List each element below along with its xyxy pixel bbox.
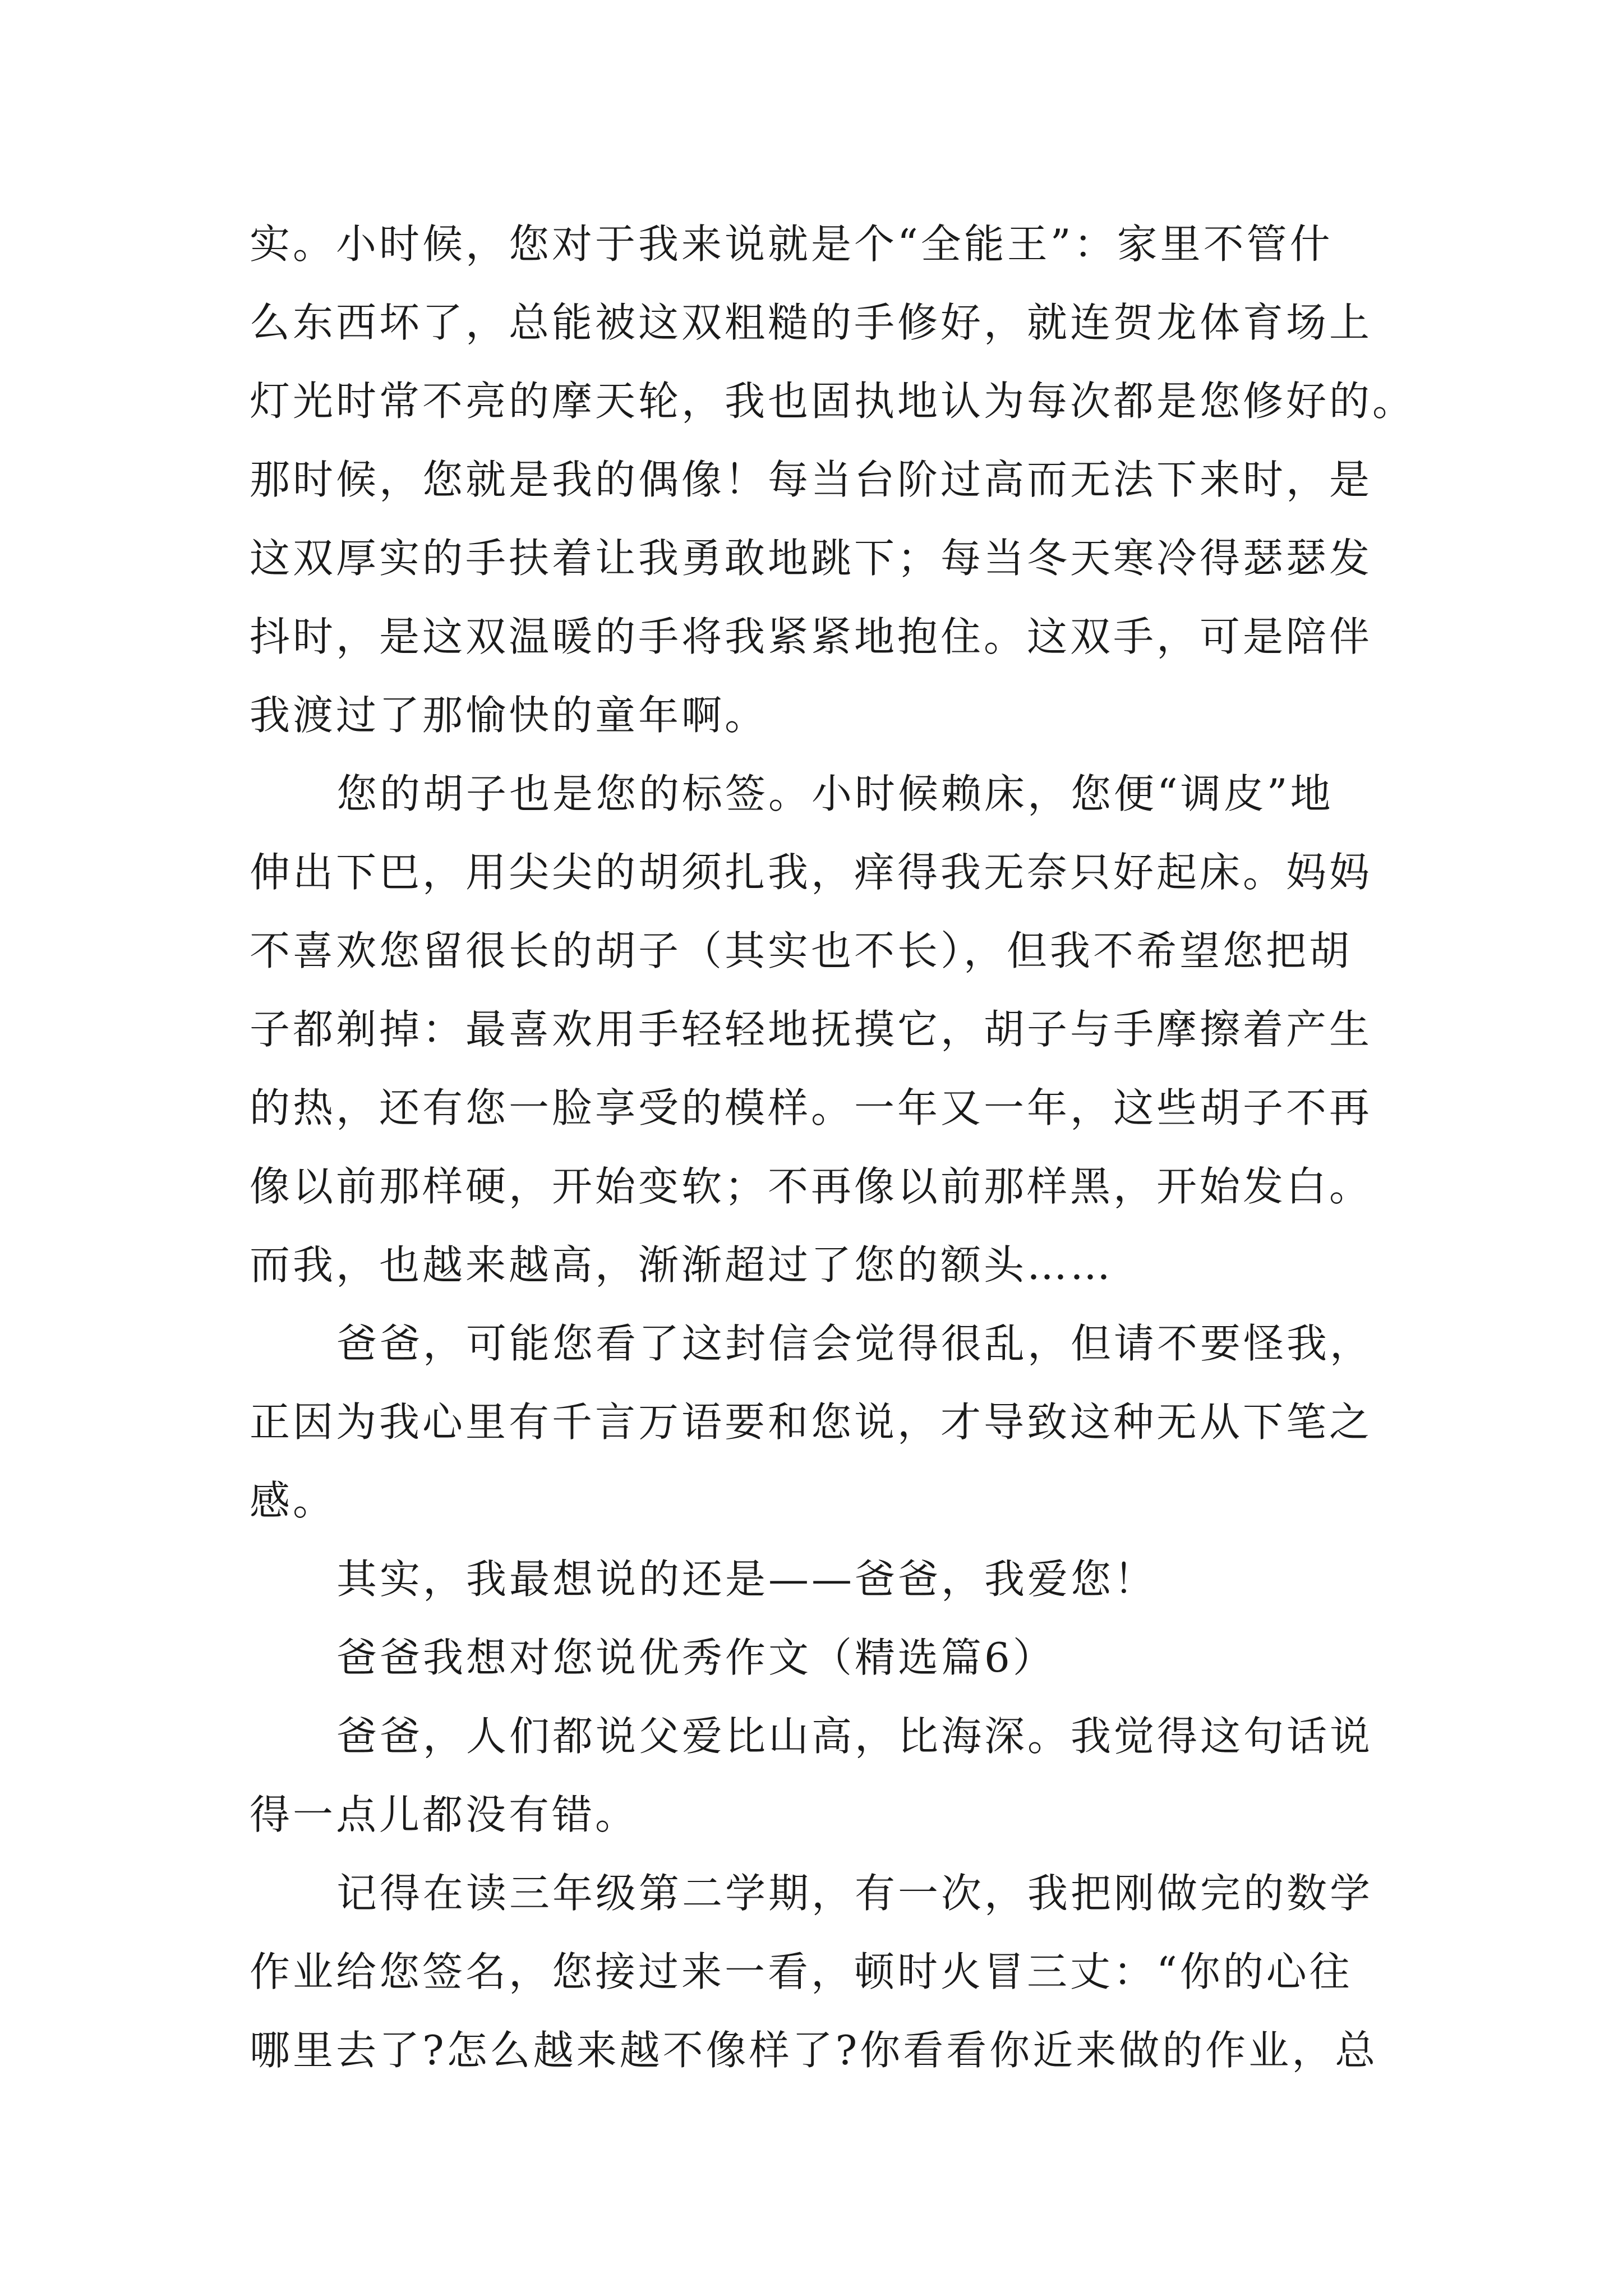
text-line: 而我，也越来越高，渐渐超过了您的额头…… xyxy=(250,1241,1114,1289)
text-line: 其实，我最想说的还是——爸爸，我爱您！ xyxy=(336,1556,1158,1603)
text-line: 爸爸，可能您看了这封信会觉得很乱，但请不要怪我， xyxy=(336,1320,1373,1367)
text-line: 抖时，是这双温暖的手将我紧紧地抱住。这双手，可是陪伴 xyxy=(250,613,1373,660)
text-line: 实。小时候，您对于我来说就是个“全能王”：家里不管什 xyxy=(250,220,1333,268)
text-line: 您的胡子也是您的标签。小时候赖床，您便“调皮”地 xyxy=(336,770,1334,817)
text-line: 哪里去了?怎么越来越不像样了?你看看你近来做的作业，总 xyxy=(250,2027,1378,2074)
text-line: 伸出下巴，用尖尖的胡须扎我，痒得我无奈只好起床。妈妈 xyxy=(250,849,1373,896)
text-line: 我渡过了那愉快的童年啊。 xyxy=(250,692,768,739)
text-line: 爸爸，人们都说父爱比山高，比海深。我觉得这句话说 xyxy=(336,1713,1373,1760)
text-line: 不喜欢您留很长的胡子（其实也不长），但我不希望您把胡 xyxy=(250,927,1353,974)
text-line: 感。 xyxy=(250,1477,336,1524)
text-line: 得一点儿都没有错。 xyxy=(250,1791,639,1838)
text-line: 子都剃掉：最喜欢用手轻轻地抚摸它，胡子与手摩擦着产生 xyxy=(250,1006,1373,1053)
section-heading: 爸爸我想对您说优秀作文（精选篇6） xyxy=(336,1634,1056,1681)
text-line: 的热，还有您一脸享受的模样。一年又一年，这些胡子不再 xyxy=(250,1084,1373,1131)
text-line: 正因为我心里有千言万语要和您说，才导致这种无从下笔之 xyxy=(250,1398,1373,1446)
text-line: 作业给您签名，您接过来一看，顿时火冒三丈：“你的心往 xyxy=(250,1948,1353,1995)
text-line: 灯光时常不亮的摩天轮，我也固执地认为每次都是您修好的。 xyxy=(250,378,1416,425)
text-line: 记得在读三年级第二学期，有一次，我把刚做完的数学 xyxy=(336,1870,1373,1917)
text-line: 像以前那样硬，开始变软；不再像以前那样黑，开始发白。 xyxy=(250,1163,1373,1210)
text-line: 这双厚实的手扶着让我勇敢地跳下；每当冬天寒冷得瑟瑟发 xyxy=(250,535,1373,582)
text-line: 么东西坏了，总能被这双粗糙的手修好，就连贺龙体育场上 xyxy=(250,299,1373,346)
text-line: 那时候，您就是我的偶像！每当台阶过高而无法下来时，是 xyxy=(250,456,1373,503)
